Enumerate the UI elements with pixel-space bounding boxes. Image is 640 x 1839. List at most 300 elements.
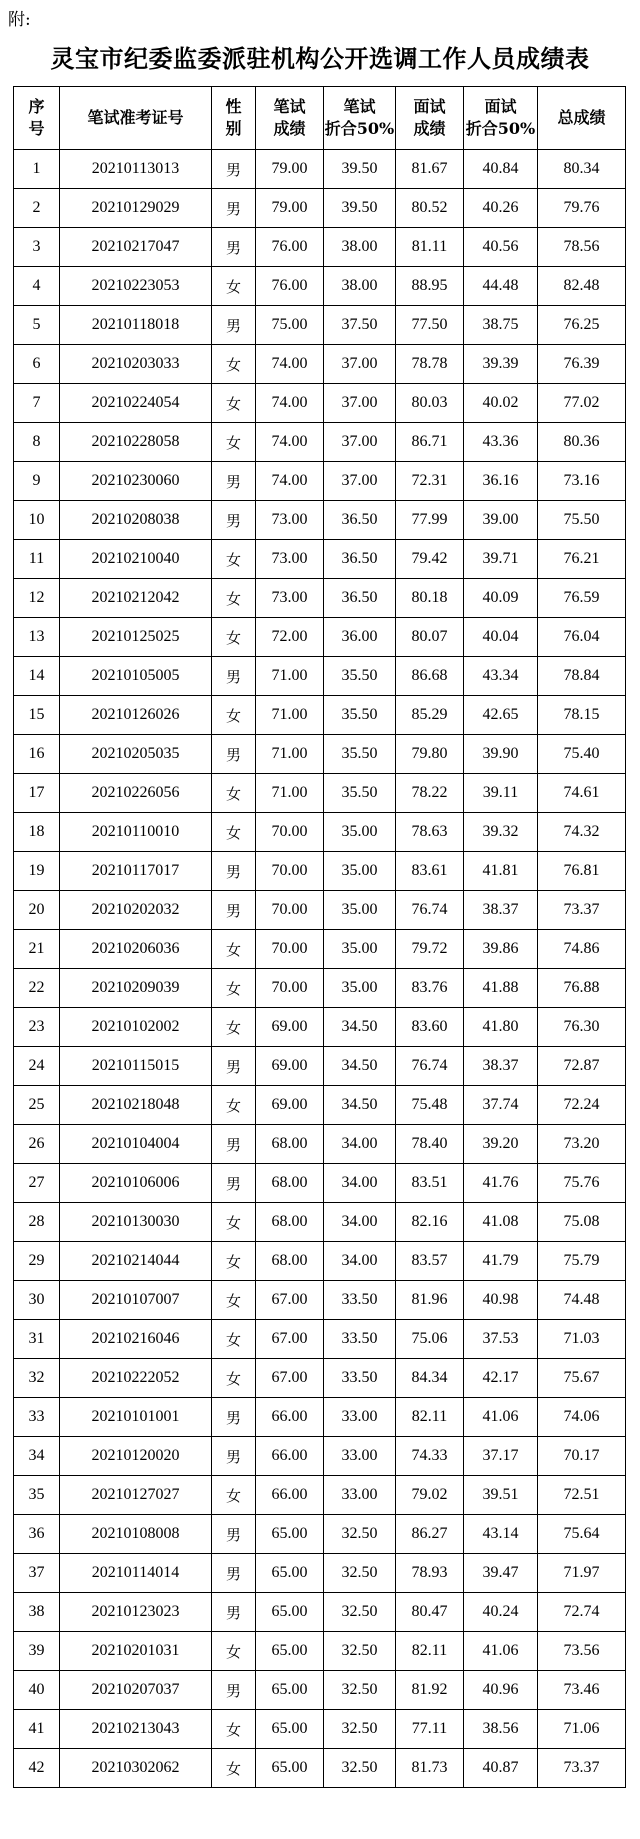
cell-total: 75.76 <box>538 1164 626 1203</box>
cell-interview50: 37.74 <box>464 1086 538 1125</box>
cell-written50: 34.00 <box>324 1164 396 1203</box>
cell-total: 75.79 <box>538 1242 626 1281</box>
cell-interview: 74.33 <box>396 1437 464 1476</box>
cell-written: 74.00 <box>256 384 324 423</box>
header-total: 总成绩 <box>538 87 626 150</box>
cell-written: 70.00 <box>256 852 324 891</box>
cell-interview: 81.73 <box>396 1749 464 1788</box>
table-row <box>14 1320 626 1359</box>
table-row <box>14 1515 626 1554</box>
cell-written50: 37.50 <box>324 306 396 345</box>
cell-seq: 15 <box>14 696 60 735</box>
cell-written50: 33.50 <box>324 1359 396 1398</box>
cell-written50: 32.50 <box>324 1749 396 1788</box>
cell-ticket: 20210108008 <box>60 1515 212 1554</box>
cell-total: 74.06 <box>538 1398 626 1437</box>
cell-total: 72.74 <box>538 1593 626 1632</box>
cell-written: 69.00 <box>256 1086 324 1125</box>
cell-total: 76.30 <box>538 1008 626 1047</box>
cell-total: 75.67 <box>538 1359 626 1398</box>
cell-seq: 42 <box>14 1749 60 1788</box>
cell-gender: 男 <box>212 657 256 696</box>
cell-written50: 37.00 <box>324 345 396 384</box>
cell-gender: 女 <box>212 1281 256 1320</box>
cell-seq: 2 <box>14 189 60 228</box>
cell-interview: 72.31 <box>396 462 464 501</box>
cell-written50: 35.50 <box>324 657 396 696</box>
cell-gender: 男 <box>212 1554 256 1593</box>
cell-interview50: 39.32 <box>464 813 538 852</box>
cell-gender: 女 <box>212 1008 256 1047</box>
cell-interview50: 38.37 <box>464 891 538 930</box>
cell-seq: 4 <box>14 267 60 306</box>
cell-ticket: 20210125025 <box>60 618 212 657</box>
cell-interview: 78.63 <box>396 813 464 852</box>
cell-seq: 16 <box>14 735 60 774</box>
cell-written: 70.00 <box>256 813 324 852</box>
cell-ticket: 20210106006 <box>60 1164 212 1203</box>
cell-total: 74.86 <box>538 930 626 969</box>
cell-interview50: 39.86 <box>464 930 538 969</box>
header-written: 笔试 成绩 <box>256 87 324 150</box>
cell-seq: 8 <box>14 423 60 462</box>
cell-seq: 39 <box>14 1632 60 1671</box>
cell-written50: 34.00 <box>324 1242 396 1281</box>
cell-total: 75.64 <box>538 1515 626 1554</box>
cell-gender: 女 <box>212 384 256 423</box>
cell-seq: 24 <box>14 1047 60 1086</box>
cell-interview: 80.03 <box>396 384 464 423</box>
cell-gender: 男 <box>212 306 256 345</box>
cell-ticket: 20210202032 <box>60 891 212 930</box>
cell-gender: 男 <box>212 1047 256 1086</box>
cell-gender: 女 <box>212 1086 256 1125</box>
cell-interview50: 40.87 <box>464 1749 538 1788</box>
cell-interview: 81.92 <box>396 1671 464 1710</box>
cell-interview: 80.18 <box>396 579 464 618</box>
cell-written: 71.00 <box>256 735 324 774</box>
cell-gender: 女 <box>212 969 256 1008</box>
cell-ticket: 20210117017 <box>60 852 212 891</box>
table-row <box>14 384 626 423</box>
table-row <box>14 1593 626 1632</box>
cell-written: 68.00 <box>256 1242 324 1281</box>
cell-gender: 男 <box>212 228 256 267</box>
cell-total: 76.81 <box>538 852 626 891</box>
cell-written: 68.00 <box>256 1164 324 1203</box>
cell-written50: 32.50 <box>324 1593 396 1632</box>
table-row <box>14 1203 626 1242</box>
cell-gender: 女 <box>212 423 256 462</box>
cell-interview50: 43.34 <box>464 657 538 696</box>
cell-ticket: 20210208038 <box>60 501 212 540</box>
cell-written50: 36.50 <box>324 501 396 540</box>
cell-interview: 80.07 <box>396 618 464 657</box>
table-row <box>14 150 626 189</box>
cell-written: 72.00 <box>256 618 324 657</box>
cell-seq: 31 <box>14 1320 60 1359</box>
cell-written: 73.00 <box>256 501 324 540</box>
cell-written: 74.00 <box>256 345 324 384</box>
cell-ticket: 20210216046 <box>60 1320 212 1359</box>
table-row <box>14 1749 626 1788</box>
cell-ticket: 20210126026 <box>60 696 212 735</box>
cell-interview: 79.80 <box>396 735 464 774</box>
table-row <box>14 1554 626 1593</box>
table-row <box>14 696 626 735</box>
cell-gender: 女 <box>212 345 256 384</box>
cell-written: 71.00 <box>256 696 324 735</box>
cell-total: 75.50 <box>538 501 626 540</box>
cell-total: 80.36 <box>538 423 626 462</box>
cell-interview50: 37.17 <box>464 1437 538 1476</box>
cell-seq: 13 <box>14 618 60 657</box>
cell-interview50: 39.71 <box>464 540 538 579</box>
table-row <box>14 657 626 696</box>
cell-written50: 34.50 <box>324 1047 396 1086</box>
cell-written50: 37.00 <box>324 384 396 423</box>
cell-written: 79.00 <box>256 189 324 228</box>
cell-written: 65.00 <box>256 1593 324 1632</box>
table-body <box>14 150 626 1788</box>
cell-written50: 32.50 <box>324 1554 396 1593</box>
cell-interview50: 40.84 <box>464 150 538 189</box>
cell-gender: 男 <box>212 1437 256 1476</box>
cell-seq: 35 <box>14 1476 60 1515</box>
cell-interview: 88.95 <box>396 267 464 306</box>
table-row <box>14 1164 626 1203</box>
cell-seq: 34 <box>14 1437 60 1476</box>
table-row <box>14 891 626 930</box>
cell-written50: 32.50 <box>324 1710 396 1749</box>
cell-gender: 女 <box>212 1476 256 1515</box>
cell-written50: 34.00 <box>324 1203 396 1242</box>
table-row <box>14 813 626 852</box>
table-row <box>14 228 626 267</box>
cell-ticket: 20210102002 <box>60 1008 212 1047</box>
cell-interview: 80.52 <box>396 189 464 228</box>
cell-interview: 81.67 <box>396 150 464 189</box>
cell-gender: 男 <box>212 501 256 540</box>
cell-gender: 女 <box>212 1320 256 1359</box>
cell-ticket: 20210114014 <box>60 1554 212 1593</box>
table-row <box>14 1671 626 1710</box>
table-row <box>14 1476 626 1515</box>
cell-ticket: 20210302062 <box>60 1749 212 1788</box>
cell-gender: 男 <box>212 1515 256 1554</box>
cell-ticket: 20210223053 <box>60 267 212 306</box>
cell-total: 71.03 <box>538 1320 626 1359</box>
cell-written: 68.00 <box>256 1203 324 1242</box>
table-row <box>14 1710 626 1749</box>
cell-gender: 女 <box>212 696 256 735</box>
table-row <box>14 774 626 813</box>
cell-interview50: 39.51 <box>464 1476 538 1515</box>
cell-interview50: 40.04 <box>464 618 538 657</box>
cell-ticket: 20210129029 <box>60 189 212 228</box>
cell-total: 76.39 <box>538 345 626 384</box>
cell-written50: 32.50 <box>324 1671 396 1710</box>
header-interview50: 面试 折合50% <box>464 87 538 150</box>
cell-written50: 35.00 <box>324 930 396 969</box>
cell-ticket: 20210113013 <box>60 150 212 189</box>
cell-ticket: 20210222052 <box>60 1359 212 1398</box>
cell-interview: 79.02 <box>396 1476 464 1515</box>
cell-interview: 80.47 <box>396 1593 464 1632</box>
cell-written50: 35.50 <box>324 735 396 774</box>
cell-written50: 35.50 <box>324 774 396 813</box>
cell-interview50: 38.37 <box>464 1047 538 1086</box>
cell-total: 79.76 <box>538 189 626 228</box>
cell-total: 73.46 <box>538 1671 626 1710</box>
cell-seq: 3 <box>14 228 60 267</box>
cell-written50: 38.00 <box>324 228 396 267</box>
cell-interview: 79.42 <box>396 540 464 579</box>
table-row <box>14 423 626 462</box>
cell-interview50: 40.24 <box>464 1593 538 1632</box>
cell-interview50: 40.56 <box>464 228 538 267</box>
table-row <box>14 735 626 774</box>
table-row <box>14 267 626 306</box>
cell-ticket: 20210209039 <box>60 969 212 1008</box>
cell-total: 73.37 <box>538 891 626 930</box>
cell-written: 70.00 <box>256 969 324 1008</box>
cell-interview: 76.74 <box>396 891 464 930</box>
cell-interview: 85.29 <box>396 696 464 735</box>
cell-seq: 21 <box>14 930 60 969</box>
cell-written50: 36.00 <box>324 618 396 657</box>
cell-written: 73.00 <box>256 579 324 618</box>
cell-ticket: 20210101001 <box>60 1398 212 1437</box>
cell-interview50: 43.14 <box>464 1515 538 1554</box>
table-row <box>14 501 626 540</box>
cell-total: 80.34 <box>538 150 626 189</box>
cell-seq: 10 <box>14 501 60 540</box>
cell-seq: 14 <box>14 657 60 696</box>
cell-seq: 41 <box>14 1710 60 1749</box>
cell-written50: 37.00 <box>324 423 396 462</box>
cell-interview50: 41.06 <box>464 1398 538 1437</box>
cell-interview50: 40.96 <box>464 1671 538 1710</box>
cell-total: 74.61 <box>538 774 626 813</box>
cell-total: 76.88 <box>538 969 626 1008</box>
cell-gender: 男 <box>212 462 256 501</box>
cell-interview: 82.16 <box>396 1203 464 1242</box>
header-seq: 序 号 <box>14 87 60 150</box>
cell-seq: 38 <box>14 1593 60 1632</box>
cell-interview: 81.96 <box>396 1281 464 1320</box>
cell-interview50: 39.90 <box>464 735 538 774</box>
cell-seq: 18 <box>14 813 60 852</box>
cell-seq: 40 <box>14 1671 60 1710</box>
cell-written: 71.00 <box>256 657 324 696</box>
cell-gender: 男 <box>212 1398 256 1437</box>
cell-interview50: 41.76 <box>464 1164 538 1203</box>
cell-interview50: 40.09 <box>464 579 538 618</box>
cell-written: 70.00 <box>256 891 324 930</box>
cell-written: 69.00 <box>256 1047 324 1086</box>
cell-interview50: 40.26 <box>464 189 538 228</box>
cell-written50: 33.00 <box>324 1437 396 1476</box>
cell-total: 71.97 <box>538 1554 626 1593</box>
table-row <box>14 852 626 891</box>
table-row <box>14 1086 626 1125</box>
cell-written: 65.00 <box>256 1749 324 1788</box>
cell-gender: 女 <box>212 618 256 657</box>
cell-written50: 37.00 <box>324 462 396 501</box>
cell-seq: 20 <box>14 891 60 930</box>
cell-gender: 女 <box>212 1749 256 1788</box>
cell-interview50: 40.98 <box>464 1281 538 1320</box>
cell-written50: 32.50 <box>324 1632 396 1671</box>
table-row <box>14 618 626 657</box>
cell-written: 69.00 <box>256 1008 324 1047</box>
cell-total: 76.25 <box>538 306 626 345</box>
cell-interview50: 36.16 <box>464 462 538 501</box>
cell-written50: 35.00 <box>324 852 396 891</box>
cell-interview: 78.93 <box>396 1554 464 1593</box>
cell-interview50: 41.80 <box>464 1008 538 1047</box>
cell-interview50: 41.88 <box>464 969 538 1008</box>
cell-gender: 女 <box>212 267 256 306</box>
cell-interview: 78.22 <box>396 774 464 813</box>
page-title: 灵宝市纪委监委派驻机构公开选调工作人员成绩表 <box>50 44 590 73</box>
cell-ticket: 20210118018 <box>60 306 212 345</box>
cell-interview50: 39.20 <box>464 1125 538 1164</box>
cell-interview: 82.11 <box>396 1632 464 1671</box>
cell-interview: 83.51 <box>396 1164 464 1203</box>
header-ticket: 笔试准考证号 <box>60 87 212 150</box>
cell-written50: 35.00 <box>324 969 396 1008</box>
cell-seq: 5 <box>14 306 60 345</box>
cell-ticket: 20210205035 <box>60 735 212 774</box>
cell-ticket: 20210213043 <box>60 1710 212 1749</box>
cell-interview50: 38.75 <box>464 306 538 345</box>
cell-written50: 33.50 <box>324 1320 396 1359</box>
cell-total: 73.56 <box>538 1632 626 1671</box>
cell-written: 70.00 <box>256 930 324 969</box>
cell-seq: 25 <box>14 1086 60 1125</box>
cell-written50: 34.00 <box>324 1125 396 1164</box>
cell-written50: 35.50 <box>324 696 396 735</box>
cell-ticket: 20210207037 <box>60 1671 212 1710</box>
cell-written: 65.00 <box>256 1671 324 1710</box>
cell-total: 73.37 <box>538 1749 626 1788</box>
cell-interview50: 44.48 <box>464 267 538 306</box>
cell-seq: 6 <box>14 345 60 384</box>
table-row <box>14 1008 626 1047</box>
table-row <box>14 345 626 384</box>
cell-written: 76.00 <box>256 228 324 267</box>
cell-ticket: 20210217047 <box>60 228 212 267</box>
cell-ticket: 20210218048 <box>60 1086 212 1125</box>
header-gender: 性 别 <box>212 87 256 150</box>
cell-ticket: 20210120020 <box>60 1437 212 1476</box>
table-row <box>14 1281 626 1320</box>
cell-gender: 男 <box>212 189 256 228</box>
cell-interview50: 39.00 <box>464 501 538 540</box>
cell-gender: 男 <box>212 150 256 189</box>
cell-total: 72.87 <box>538 1047 626 1086</box>
cell-written50: 32.50 <box>324 1515 396 1554</box>
cell-written: 67.00 <box>256 1359 324 1398</box>
cell-ticket: 20210107007 <box>60 1281 212 1320</box>
cell-interview: 75.48 <box>396 1086 464 1125</box>
cell-written: 75.00 <box>256 306 324 345</box>
cell-interview50: 41.08 <box>464 1203 538 1242</box>
cell-seq: 9 <box>14 462 60 501</box>
cell-written: 66.00 <box>256 1476 324 1515</box>
cell-seq: 22 <box>14 969 60 1008</box>
cell-written: 76.00 <box>256 267 324 306</box>
cell-ticket: 20210130030 <box>60 1203 212 1242</box>
cell-interview50: 39.39 <box>464 345 538 384</box>
cell-interview: 79.72 <box>396 930 464 969</box>
cell-written: 73.00 <box>256 540 324 579</box>
table-row <box>14 579 626 618</box>
cell-gender: 男 <box>212 1164 256 1203</box>
cell-ticket: 20210115015 <box>60 1047 212 1086</box>
table-row <box>14 189 626 228</box>
cell-gender: 女 <box>212 930 256 969</box>
table-row <box>14 462 626 501</box>
cell-seq: 7 <box>14 384 60 423</box>
cell-written: 65.00 <box>256 1554 324 1593</box>
cell-written: 66.00 <box>256 1398 324 1437</box>
cell-interview50: 42.17 <box>464 1359 538 1398</box>
cell-ticket: 20210104004 <box>60 1125 212 1164</box>
score-table <box>13 86 626 1788</box>
cell-interview: 81.11 <box>396 228 464 267</box>
attachment-prefix: 附: <box>8 10 31 30</box>
cell-gender: 男 <box>212 1125 256 1164</box>
cell-total: 70.17 <box>538 1437 626 1476</box>
cell-ticket: 20210127027 <box>60 1476 212 1515</box>
cell-gender: 男 <box>212 852 256 891</box>
cell-interview50: 39.47 <box>464 1554 538 1593</box>
cell-total: 72.51 <box>538 1476 626 1515</box>
cell-written50: 33.00 <box>324 1476 396 1515</box>
cell-total: 82.48 <box>538 267 626 306</box>
cell-ticket: 20210110010 <box>60 813 212 852</box>
cell-gender: 女 <box>212 774 256 813</box>
cell-ticket: 20210214044 <box>60 1242 212 1281</box>
table-row <box>14 969 626 1008</box>
cell-interview50: 41.79 <box>464 1242 538 1281</box>
table-row <box>14 1125 626 1164</box>
cell-gender: 女 <box>212 1710 256 1749</box>
cell-interview50: 37.53 <box>464 1320 538 1359</box>
cell-interview50: 38.56 <box>464 1710 538 1749</box>
cell-interview: 84.34 <box>396 1359 464 1398</box>
table-row <box>14 1398 626 1437</box>
cell-total: 78.84 <box>538 657 626 696</box>
cell-interview: 83.60 <box>396 1008 464 1047</box>
cell-seq: 33 <box>14 1398 60 1437</box>
cell-interview: 78.78 <box>396 345 464 384</box>
cell-written50: 33.00 <box>324 1398 396 1437</box>
cell-total: 75.08 <box>538 1203 626 1242</box>
cell-written: 65.00 <box>256 1632 324 1671</box>
cell-gender: 女 <box>212 579 256 618</box>
cell-written50: 34.50 <box>324 1008 396 1047</box>
cell-interview50: 43.36 <box>464 423 538 462</box>
cell-gender: 女 <box>212 1203 256 1242</box>
cell-total: 73.20 <box>538 1125 626 1164</box>
cell-seq: 11 <box>14 540 60 579</box>
cell-gender: 男 <box>212 891 256 930</box>
cell-interview: 76.74 <box>396 1047 464 1086</box>
